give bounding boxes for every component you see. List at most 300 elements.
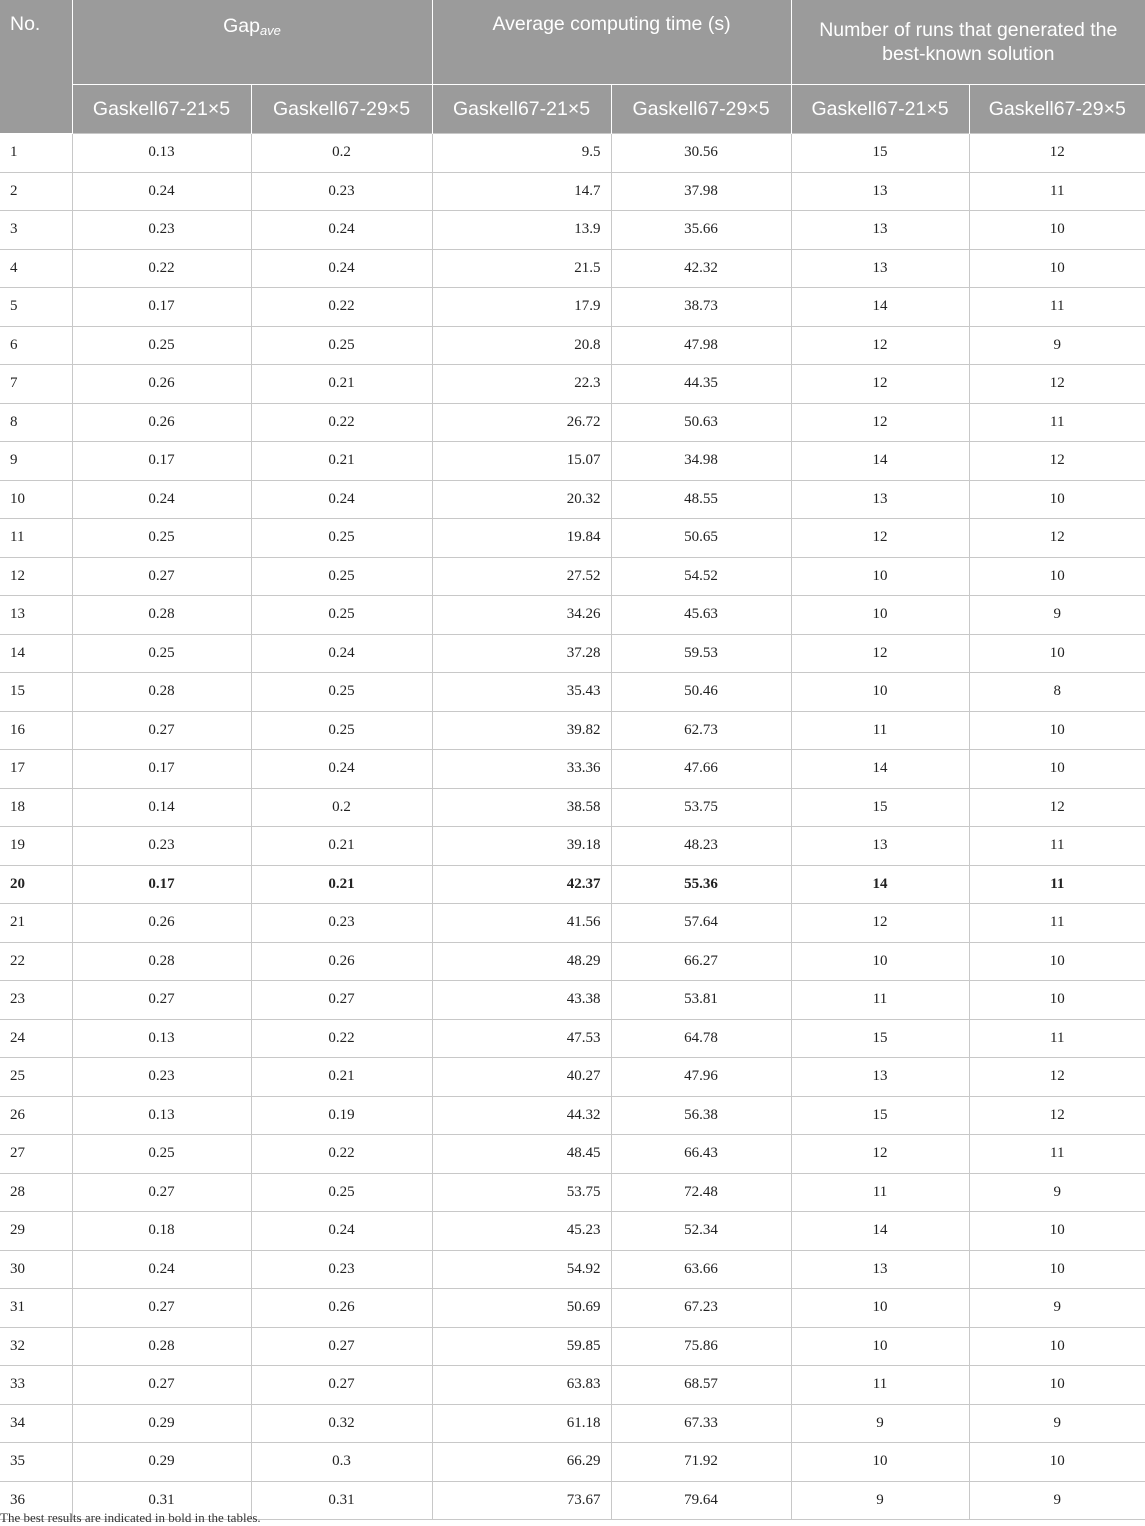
table-cell: 10 bbox=[969, 981, 1145, 1020]
table-cell: 17 bbox=[0, 750, 72, 789]
table-cell: 0.2 bbox=[251, 788, 432, 827]
table-cell: 10 bbox=[969, 1212, 1145, 1251]
header-runs: Number of runs that generated the best-known solution bbox=[791, 0, 1145, 85]
table-cell: 8 bbox=[0, 403, 72, 442]
table-cell: 0.27 bbox=[72, 711, 251, 750]
table-cell: 37.98 bbox=[611, 172, 791, 211]
table-cell: 12 bbox=[791, 634, 969, 673]
table-cell: 0.21 bbox=[251, 365, 432, 404]
table-cell: 0.25 bbox=[251, 519, 432, 558]
table-cell: 0.21 bbox=[251, 827, 432, 866]
table-cell: 9 bbox=[969, 326, 1145, 365]
table-cell: 0.25 bbox=[251, 557, 432, 596]
table-cell: 0.18 bbox=[72, 1212, 251, 1251]
table-cell: 45.23 bbox=[432, 1212, 611, 1251]
table-row bbox=[0, 1212, 1145, 1251]
table-cell: 0.26 bbox=[251, 942, 432, 981]
table-cell: 0.24 bbox=[251, 1212, 432, 1251]
table-cell: 67.23 bbox=[611, 1289, 791, 1328]
table-cell: 64.78 bbox=[611, 1019, 791, 1058]
table-cell: 0.25 bbox=[72, 1135, 251, 1174]
table-cell: 72.48 bbox=[611, 1173, 791, 1212]
table-row bbox=[0, 557, 1145, 596]
table-cell: 0.27 bbox=[72, 1173, 251, 1212]
table-cell: 12 bbox=[791, 365, 969, 404]
table-cell: 0.25 bbox=[72, 326, 251, 365]
table-cell: 0.23 bbox=[72, 827, 251, 866]
table-row bbox=[0, 1058, 1145, 1097]
table-cell: 10 bbox=[969, 634, 1145, 673]
table-cell: 0.31 bbox=[72, 1481, 251, 1520]
table-cell: 9 bbox=[969, 596, 1145, 635]
table-cell: 14 bbox=[0, 634, 72, 673]
table-cell: 0.25 bbox=[72, 634, 251, 673]
table-cell: 11 bbox=[969, 865, 1145, 904]
table-row bbox=[0, 865, 1145, 904]
table-cell: 48.29 bbox=[432, 942, 611, 981]
table-cell: 10 bbox=[969, 1366, 1145, 1405]
table-cell: 0.13 bbox=[72, 1096, 251, 1135]
table-cell: 6 bbox=[0, 326, 72, 365]
table-cell: 59.85 bbox=[432, 1327, 611, 1366]
table-cell: 20.8 bbox=[432, 326, 611, 365]
table-cell: 0.27 bbox=[251, 1366, 432, 1405]
table-cell: 44.32 bbox=[432, 1096, 611, 1135]
table-row bbox=[0, 403, 1145, 442]
table-cell: 35.43 bbox=[432, 673, 611, 712]
table-cell: 22.3 bbox=[432, 365, 611, 404]
table-cell: 12 bbox=[791, 326, 969, 365]
subheader: Gaskell67-29×5 bbox=[969, 85, 1145, 134]
table-cell: 26 bbox=[0, 1096, 72, 1135]
table-cell: 54.92 bbox=[432, 1250, 611, 1289]
table-cell: 11 bbox=[0, 519, 72, 558]
table-cell: 11 bbox=[791, 981, 969, 1020]
table-row bbox=[0, 596, 1145, 635]
table-cell: 0.3 bbox=[251, 1443, 432, 1482]
table-cell: 9 bbox=[791, 1481, 969, 1520]
table-cell: 0.28 bbox=[72, 942, 251, 981]
subheader: Gaskell67-21×5 bbox=[72, 85, 251, 134]
table-cell: 50.69 bbox=[432, 1289, 611, 1328]
table-cell: 71.92 bbox=[611, 1443, 791, 1482]
table-cell: 15 bbox=[791, 134, 969, 173]
table-cell: 10 bbox=[969, 942, 1145, 981]
table-cell: 0.28 bbox=[72, 596, 251, 635]
table-cell: 39.18 bbox=[432, 827, 611, 866]
subheader: Gaskell67-29×5 bbox=[611, 85, 791, 134]
table-cell: 12 bbox=[969, 788, 1145, 827]
table-cell: 0.17 bbox=[72, 442, 251, 481]
table-cell: 11 bbox=[791, 711, 969, 750]
table-cell: 23 bbox=[0, 981, 72, 1020]
table-cell: 53.81 bbox=[611, 981, 791, 1020]
table-cell: 30 bbox=[0, 1250, 72, 1289]
table-cell: 24 bbox=[0, 1019, 72, 1058]
table-cell: 0.14 bbox=[72, 788, 251, 827]
table-cell: 9 bbox=[0, 442, 72, 481]
table-cell: 61.18 bbox=[432, 1404, 611, 1443]
table-cell: 17.9 bbox=[432, 288, 611, 327]
table-row bbox=[0, 981, 1145, 1020]
table-cell: 38.73 bbox=[611, 288, 791, 327]
table-cell: 0.26 bbox=[251, 1289, 432, 1328]
table-cell: 42.37 bbox=[432, 865, 611, 904]
table-row bbox=[0, 1173, 1145, 1212]
table-cell: 38.58 bbox=[432, 788, 611, 827]
table-cell: 32 bbox=[0, 1327, 72, 1366]
table-cell: 47.96 bbox=[611, 1058, 791, 1097]
table-cell: 12 bbox=[791, 904, 969, 943]
table-cell: 9.5 bbox=[432, 134, 611, 173]
table-cell: 0.23 bbox=[72, 1058, 251, 1097]
table-row bbox=[0, 288, 1145, 327]
subheader: Gaskell67-21×5 bbox=[791, 85, 969, 134]
table-cell: 0.21 bbox=[251, 442, 432, 481]
table-cell: 18 bbox=[0, 788, 72, 827]
table-cell: 0.19 bbox=[251, 1096, 432, 1135]
table-cell: 14 bbox=[791, 750, 969, 789]
table-row bbox=[0, 711, 1145, 750]
table-cell: 67.33 bbox=[611, 1404, 791, 1443]
table-row bbox=[0, 211, 1145, 250]
table-cell: 63.66 bbox=[611, 1250, 791, 1289]
table-cell: 8 bbox=[969, 673, 1145, 712]
table-cell: 35.66 bbox=[611, 211, 791, 250]
table-cell: 27.52 bbox=[432, 557, 611, 596]
table-cell: 10 bbox=[969, 557, 1145, 596]
table-cell: 0.21 bbox=[251, 865, 432, 904]
table-cell: 26.72 bbox=[432, 403, 611, 442]
table-row bbox=[0, 365, 1145, 404]
table-cell: 10 bbox=[969, 1443, 1145, 1482]
table-cell: 10 bbox=[791, 1289, 969, 1328]
table-cell: 12 bbox=[969, 1096, 1145, 1135]
table-cell: 12 bbox=[969, 134, 1145, 173]
table-cell: 9 bbox=[969, 1404, 1145, 1443]
table-cell: 0.26 bbox=[72, 403, 251, 442]
table-cell: 27 bbox=[0, 1135, 72, 1174]
table-row bbox=[0, 326, 1145, 365]
table-cell: 11 bbox=[969, 827, 1145, 866]
table-cell: 10 bbox=[791, 557, 969, 596]
table-cell: 47.66 bbox=[611, 750, 791, 789]
table-body bbox=[0, 134, 1145, 1520]
table-cell: 54.52 bbox=[611, 557, 791, 596]
table-cell: 36 bbox=[0, 1481, 72, 1520]
table-cell: 2 bbox=[0, 172, 72, 211]
table-cell: 59.53 bbox=[611, 634, 791, 673]
table-cell: 12 bbox=[969, 365, 1145, 404]
table-row bbox=[0, 249, 1145, 288]
table-row bbox=[0, 442, 1145, 481]
table-row bbox=[0, 1366, 1145, 1405]
table-cell: 28 bbox=[0, 1173, 72, 1212]
table-cell: 0.22 bbox=[251, 1019, 432, 1058]
table-cell: 12 bbox=[0, 557, 72, 596]
table-cell: 15 bbox=[791, 788, 969, 827]
table-cell: 42.32 bbox=[611, 249, 791, 288]
header-gap-main: Gap bbox=[223, 15, 260, 37]
table-cell: 12 bbox=[791, 1135, 969, 1174]
table-cell: 14.7 bbox=[432, 172, 611, 211]
table-cell: 0.26 bbox=[72, 904, 251, 943]
table-cell: 13 bbox=[791, 249, 969, 288]
table-row bbox=[0, 827, 1145, 866]
table-cell: 0.13 bbox=[72, 134, 251, 173]
table-cell: 0.32 bbox=[251, 1404, 432, 1443]
table-cell: 52.34 bbox=[611, 1212, 791, 1251]
table-cell: 9 bbox=[969, 1289, 1145, 1328]
table-cell: 34.26 bbox=[432, 596, 611, 635]
table-cell: 31 bbox=[0, 1289, 72, 1328]
table-cell: 53.75 bbox=[432, 1173, 611, 1212]
table-row bbox=[0, 673, 1145, 712]
table-cell: 19.84 bbox=[432, 519, 611, 558]
table-cell: 3 bbox=[0, 211, 72, 250]
table-cell: 10 bbox=[969, 1327, 1145, 1366]
table-cell: 10 bbox=[791, 1327, 969, 1366]
table-cell: 55.36 bbox=[611, 865, 791, 904]
table-cell: 16 bbox=[0, 711, 72, 750]
header-gap-sub: ave bbox=[259, 23, 281, 38]
table-cell: 15 bbox=[791, 1019, 969, 1058]
table-row bbox=[0, 1019, 1145, 1058]
table-cell: 0.22 bbox=[251, 403, 432, 442]
table-cell: 0.27 bbox=[72, 981, 251, 1020]
table-cell: 10 bbox=[969, 1250, 1145, 1289]
table-cell: 10 bbox=[791, 596, 969, 635]
table-cell: 0.29 bbox=[72, 1404, 251, 1443]
table-cell: 63.83 bbox=[432, 1366, 611, 1405]
table-cell: 12 bbox=[969, 1058, 1145, 1097]
table-cell: 9 bbox=[969, 1173, 1145, 1212]
table-cell: 21.5 bbox=[432, 249, 611, 288]
table-cell: 9 bbox=[969, 1481, 1145, 1520]
table-cell: 50.65 bbox=[611, 519, 791, 558]
table-cell: 39.82 bbox=[432, 711, 611, 750]
table-cell: 10 bbox=[969, 480, 1145, 519]
table-row bbox=[0, 634, 1145, 673]
table-cell: 13 bbox=[791, 480, 969, 519]
table-cell: 19 bbox=[0, 827, 72, 866]
table-cell: 66.27 bbox=[611, 942, 791, 981]
table-cell: 13 bbox=[791, 1058, 969, 1097]
table-cell: 10 bbox=[969, 750, 1145, 789]
table-cell: 0.25 bbox=[251, 596, 432, 635]
table-cell: 9 bbox=[791, 1404, 969, 1443]
table-cell: 14 bbox=[791, 442, 969, 481]
table-cell: 20 bbox=[0, 865, 72, 904]
table-cell: 11 bbox=[969, 1019, 1145, 1058]
table-cell: 0.22 bbox=[251, 288, 432, 327]
table-cell: 0.17 bbox=[72, 288, 251, 327]
table-cell: 20.32 bbox=[432, 480, 611, 519]
table-cell: 29 bbox=[0, 1212, 72, 1251]
table-cell: 40.27 bbox=[432, 1058, 611, 1097]
table-cell: 66.29 bbox=[432, 1443, 611, 1482]
table-cell: 14 bbox=[791, 288, 969, 327]
table-cell: 10 bbox=[969, 211, 1145, 250]
table-cell: 22 bbox=[0, 942, 72, 981]
table-cell: 34.98 bbox=[611, 442, 791, 481]
table-cell: 13 bbox=[791, 172, 969, 211]
table-cell: 13 bbox=[0, 596, 72, 635]
table-cell: 0.27 bbox=[251, 1327, 432, 1366]
table-cell: 0.24 bbox=[72, 172, 251, 211]
table-cell: 0.25 bbox=[72, 519, 251, 558]
table-cell: 30.56 bbox=[611, 134, 791, 173]
table-row bbox=[0, 480, 1145, 519]
table-cell: 0.26 bbox=[72, 365, 251, 404]
table-cell: 50.63 bbox=[611, 403, 791, 442]
table-cell: 0.24 bbox=[251, 211, 432, 250]
table-cell: 15 bbox=[791, 1096, 969, 1135]
table-cell: 33.36 bbox=[432, 750, 611, 789]
table-cell: 0.27 bbox=[72, 1289, 251, 1328]
table-cell: 47.98 bbox=[611, 326, 791, 365]
table-cell: 0.25 bbox=[251, 711, 432, 750]
table-cell: 14 bbox=[791, 1212, 969, 1251]
table-cell: 43.38 bbox=[432, 981, 611, 1020]
table-footnote: The best results are indicated in bold in the tables. bbox=[0, 1510, 261, 1525]
table-cell: 0.23 bbox=[251, 904, 432, 943]
table-cell: 0.2 bbox=[251, 134, 432, 173]
table-cell: 0.23 bbox=[72, 211, 251, 250]
table-cell: 0.23 bbox=[251, 172, 432, 211]
table-cell: 0.25 bbox=[251, 1173, 432, 1212]
table-cell: 25 bbox=[0, 1058, 72, 1097]
table-cell: 13 bbox=[791, 211, 969, 250]
table-cell: 14 bbox=[791, 865, 969, 904]
header-gap bbox=[72, 0, 432, 85]
table-cell: 0.13 bbox=[72, 1019, 251, 1058]
table-row bbox=[0, 942, 1145, 981]
table-row bbox=[0, 1289, 1145, 1328]
table-cell: 79.64 bbox=[611, 1481, 791, 1520]
table-cell: 12 bbox=[969, 519, 1145, 558]
table-cell: 0.25 bbox=[251, 673, 432, 712]
table-cell: 0.24 bbox=[72, 1250, 251, 1289]
table-cell: 15 bbox=[0, 673, 72, 712]
table-cell: 0.21 bbox=[251, 1058, 432, 1097]
table-cell: 0.24 bbox=[251, 249, 432, 288]
table-cell: 62.73 bbox=[611, 711, 791, 750]
table-cell: 5 bbox=[0, 288, 72, 327]
table-cell: 11 bbox=[969, 403, 1145, 442]
table-row bbox=[0, 1096, 1145, 1135]
table-row bbox=[0, 172, 1145, 211]
table-cell: 34 bbox=[0, 1404, 72, 1443]
table-cell: 11 bbox=[969, 904, 1145, 943]
table-cell: 0.24 bbox=[72, 480, 251, 519]
table-cell: 10 bbox=[0, 480, 72, 519]
table-cell: 11 bbox=[969, 172, 1145, 211]
table-cell: 0.17 bbox=[72, 750, 251, 789]
table-row bbox=[0, 1404, 1145, 1443]
table-cell: 0.31 bbox=[251, 1481, 432, 1520]
table-cell: 0.27 bbox=[72, 1366, 251, 1405]
subheader: Gaskell67-21×5 bbox=[432, 85, 611, 134]
table-cell: 10 bbox=[791, 673, 969, 712]
table-cell: 0.17 bbox=[72, 865, 251, 904]
table-cell: 45.63 bbox=[611, 596, 791, 635]
table-cell: 0.28 bbox=[72, 1327, 251, 1366]
table-cell: 13 bbox=[791, 1250, 969, 1289]
table-cell: 57.64 bbox=[611, 904, 791, 943]
table-row bbox=[0, 134, 1145, 173]
table-cell: 11 bbox=[791, 1173, 969, 1212]
table-cell: 48.55 bbox=[611, 480, 791, 519]
table-cell: 50.46 bbox=[611, 673, 791, 712]
table-cell: 35 bbox=[0, 1443, 72, 1482]
table-cell: 0.29 bbox=[72, 1443, 251, 1482]
table-row bbox=[0, 788, 1145, 827]
table-cell: 12 bbox=[969, 442, 1145, 481]
table-cell: 0.24 bbox=[251, 480, 432, 519]
table-cell: 10 bbox=[969, 249, 1145, 288]
table-cell: 37.28 bbox=[432, 634, 611, 673]
table-row bbox=[0, 904, 1145, 943]
table-cell: 1 bbox=[0, 134, 72, 173]
table-cell: 0.24 bbox=[251, 750, 432, 789]
table-cell: 12 bbox=[791, 403, 969, 442]
table-cell: 10 bbox=[791, 942, 969, 981]
table-cell: 33 bbox=[0, 1366, 72, 1405]
table-cell: 75.86 bbox=[611, 1327, 791, 1366]
table-cell: 48.45 bbox=[432, 1135, 611, 1174]
table-cell: 0.22 bbox=[251, 1135, 432, 1174]
table-cell: 68.57 bbox=[611, 1366, 791, 1405]
table-cell: 0.23 bbox=[251, 1250, 432, 1289]
table-cell: 73.67 bbox=[432, 1481, 611, 1520]
table-cell: 10 bbox=[791, 1443, 969, 1482]
table-cell: 0.25 bbox=[251, 326, 432, 365]
table-cell: 11 bbox=[969, 288, 1145, 327]
table-cell: 0.24 bbox=[251, 634, 432, 673]
table-cell: 13 bbox=[791, 827, 969, 866]
table-row bbox=[0, 1327, 1145, 1366]
table-cell: 53.75 bbox=[611, 788, 791, 827]
table-row bbox=[0, 1443, 1145, 1482]
table-row bbox=[0, 750, 1145, 789]
table-cell: 4 bbox=[0, 249, 72, 288]
table-cell: 15.07 bbox=[432, 442, 611, 481]
table-cell: 21 bbox=[0, 904, 72, 943]
table-cell: 10 bbox=[969, 711, 1145, 750]
table-cell: 7 bbox=[0, 365, 72, 404]
table-cell: 0.27 bbox=[251, 981, 432, 1020]
subheader: Gaskell67-29×5 bbox=[251, 85, 432, 134]
table-cell: 11 bbox=[969, 1135, 1145, 1174]
table-cell: 13.9 bbox=[432, 211, 611, 250]
table-cell: 66.43 bbox=[611, 1135, 791, 1174]
table-row bbox=[0, 1250, 1145, 1289]
header-no: No. bbox=[0, 0, 72, 134]
table-row bbox=[0, 519, 1145, 558]
table-row bbox=[0, 1135, 1145, 1174]
header-time: Average computing time (s) bbox=[432, 0, 791, 85]
table-cell: 12 bbox=[791, 519, 969, 558]
table-cell: 41.56 bbox=[432, 904, 611, 943]
table-cell: 44.35 bbox=[611, 365, 791, 404]
table-cell: 0.22 bbox=[72, 249, 251, 288]
table-cell: 56.38 bbox=[611, 1096, 791, 1135]
table-cell: 0.28 bbox=[72, 673, 251, 712]
table-cell: 11 bbox=[791, 1366, 969, 1405]
table-cell: 48.23 bbox=[611, 827, 791, 866]
table-cell: 47.53 bbox=[432, 1019, 611, 1058]
